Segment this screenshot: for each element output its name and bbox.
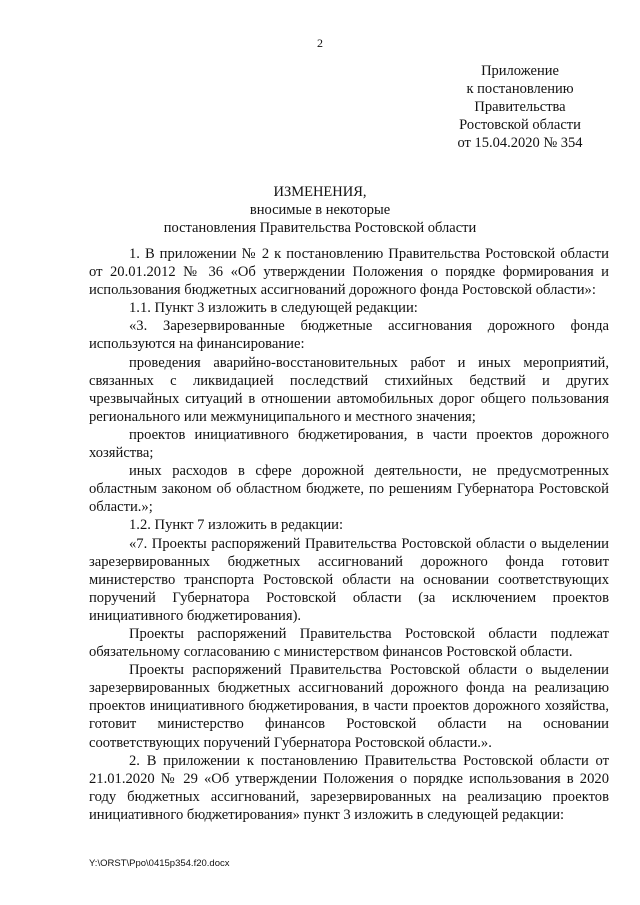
paragraph: «3. Зарезервированные бюджетные ассигнования дорожного фонда используются на финансирование: — [89, 318, 609, 353]
appendix-line: Правительства — [474, 99, 566, 115]
page-number: 2 — [317, 36, 323, 50]
title-subtitle: постановления Правительства Ростовской области — [163, 220, 477, 236]
appendix-line: Приложение — [481, 63, 559, 79]
paragraph: 1.1. Пункт 3 изложить в следующей редакции: — [129, 300, 418, 317]
appendix-block — [420, 62, 620, 152]
title-subtitle: вносимые в некоторые — [249, 202, 391, 218]
appendix-line: к постановлению — [466, 81, 574, 97]
paragraph: 2. В приложении к постановлению Правительства Ростовской области от 21.01.2020 № 29 «Об утверждении Положения о порядке использования в 2020 году бюджетных ассигнований, зарезервированных на реализацию проектов инициативного бюджетирования» пункт 3 изложить в следующей редакции: — [89, 752, 609, 823]
file-path-footer: Y:\ORST\Ppo\0415p354.f20.docx — [89, 858, 230, 869]
paragraph: «7. Проекты распоряжений Правительства Ростовской области о выделении зарезервированных бюджетных ассигнований дорожного фонда готовит министерство транспорта Ростовской области на основании соответствующих поручений Губернатора Ростовской области (за исключением проектов инициативного бюджетирования). — [89, 535, 609, 624]
document-title — [0, 183, 640, 237]
paragraph: 1. В приложении № 2 к постановлению Правительства Ростовской области от 20.01.2012 № 36 «Об утверждении Положения о порядке формирования и использования бюджетных ассигнований дорожного фонда Ростовской области»: — [89, 246, 609, 299]
paragraph: Проекты распоряжений Правительства Ростовской области о выделении зарезервированных бюджетных ассигнований дорожного фонда на реализацию проектов инициативного бюджетирования, в части проектов дорожного хозяйства, готовит министерство финансов Ростовской области на основании соответствующих поручений Губернатора Ростовской области.». — [89, 662, 609, 751]
appendix-line: от 15.04.2020 № 354 — [457, 135, 583, 151]
paragraph: проведения аварийно-восстановительных работ и иных мероприятий, связанных с ликвидацией последствий стихийных бедствий и других чрезвычайных ситуаций в отношении автомобильных дорог общего пользования регионального или межмуниципального и местного значения; — [89, 354, 609, 425]
paragraph: проектов инициативного бюджетирования, в части проектов дорожного хозяйства; — [89, 426, 609, 462]
title-heading: ИЗМЕНЕНИЯ, — [273, 184, 367, 200]
document-body — [89, 245, 609, 824]
paragraph: 1.2. Пункт 7 изложить в редакции: — [129, 517, 344, 534]
appendix-line: Ростовской области — [459, 117, 581, 133]
paragraph: Проекты распоряжений Правительства Ростовской области подлежат обязательному согласованию с министерством финансов Ростовской области. — [89, 625, 609, 661]
paragraph: иных расходов в сфере дорожной деятельности, не предусмотренных областным законом об областном бюджете, по решениям Губернатора Ростовской области.»; — [89, 463, 609, 516]
